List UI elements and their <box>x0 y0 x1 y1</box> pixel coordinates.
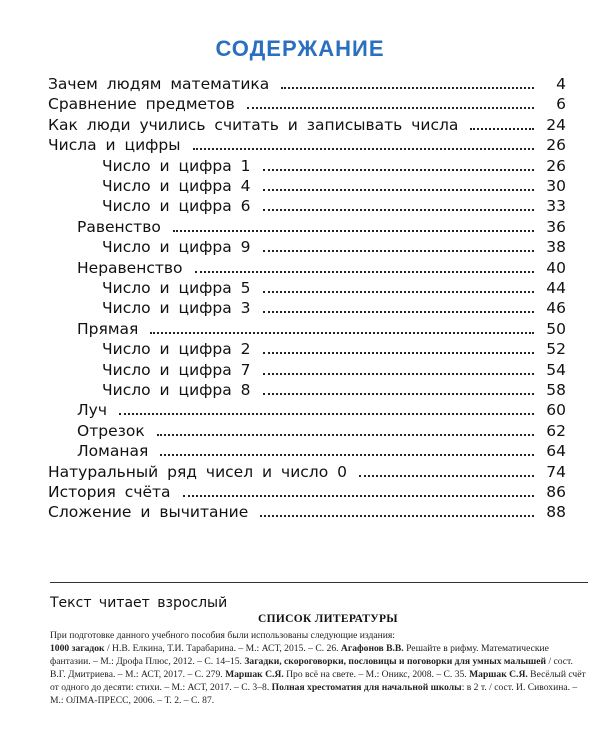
toc-entry-label: Ломаная <box>77 442 149 461</box>
toc-leader-dots <box>263 250 534 252</box>
toc-entry <box>48 500 566 522</box>
toc-entry <box>102 154 566 176</box>
toc-entry-label: Число и цифра 8 <box>102 381 251 399</box>
toc-entry-page: 86 <box>546 483 566 501</box>
toc-entry-page: 44 <box>546 279 566 297</box>
toc-leader-dots <box>263 393 534 395</box>
toc-leader-dots <box>119 413 534 415</box>
toc-leader-dots <box>173 230 534 232</box>
toc-entry-page: 26 <box>546 156 566 175</box>
toc-entry-label: Зачем людям математика <box>48 75 270 93</box>
toc-entry <box>48 72 566 94</box>
toc-entry-page: 60 <box>546 401 566 420</box>
bibliography-entries <box>50 642 590 707</box>
bibliography-intro: При подготовке данного учебного пособия были использованы следующие издания: <box>50 630 395 641</box>
toc-entry-page: 46 <box>546 299 566 318</box>
toc-entry-page: 62 <box>546 421 566 440</box>
toc-entry <box>48 92 566 114</box>
toc-leader-dots <box>160 454 534 456</box>
toc-entry <box>48 480 566 502</box>
toc-entry-label: Число и цифра 6 <box>102 197 251 216</box>
toc-entry <box>48 113 566 135</box>
toc-leader-dots <box>263 189 534 191</box>
toc-entry-page: 24 <box>546 115 566 134</box>
toc-entry-label: Луч <box>77 401 107 420</box>
reader-note: Текст читает взрослый <box>50 595 228 611</box>
book-author: Агафонов В.В. <box>340 643 404 654</box>
toc-entry <box>77 419 566 441</box>
book-details: : в 2 т. / сост. И. Сивохина. – М.: ОЛМА-ПРЕСС, 2006. – Т. 2. – С. 87. <box>50 682 578 706</box>
toc-entry-label: Сравнение предметов <box>48 95 235 114</box>
toc-entry-label: Числа и цифры <box>48 136 181 155</box>
toc-leader-dots <box>183 495 534 497</box>
toc-entry-page: 52 <box>546 340 566 359</box>
toc-entry-page: 30 <box>546 177 566 195</box>
toc-entry <box>48 133 566 155</box>
toc-entry-label: Как люди учились считать и записывать числа <box>48 115 459 134</box>
book-details: / сост. В.Г. Дмитриева. – М.: АСТ, 2017. – С. 279. <box>50 656 573 680</box>
toc-entry-label: Число и цифра 4 <box>102 177 251 195</box>
toc-entry <box>102 337 566 359</box>
toc-entry <box>102 378 566 400</box>
toc-leader-dots <box>263 209 534 211</box>
toc-entry-page: 38 <box>546 238 566 257</box>
book-title: Загадки, скороговорки, пословицы и поговорки для умных малышей <box>244 656 547 667</box>
toc-entry-page: 58 <box>546 381 566 399</box>
toc-entry-page: 36 <box>546 217 566 236</box>
toc-entry <box>102 235 566 257</box>
toc-entry <box>77 256 566 278</box>
toc-entry-label: Число и цифра 1 <box>102 156 251 175</box>
toc-entry <box>102 174 566 196</box>
toc-leader-dots <box>359 475 534 477</box>
toc-entry-label: Сложение и вычитание <box>48 503 249 522</box>
toc-leader-dots <box>470 128 534 130</box>
toc-entry-page: 54 <box>546 360 566 379</box>
toc-entry-page: 88 <box>546 503 566 522</box>
toc-entry <box>102 358 566 380</box>
book-details: / Н.В. Елкина, Т.И. Тарабарина. – М.: АСТ, 2015. – С. 26. <box>104 643 341 654</box>
toc-leader-dots <box>263 169 534 171</box>
book-details: Решайте в рифму. Математические фантазии. – М.: Дрофа Плюс, 2012. – С. 14–15. <box>50 643 549 667</box>
book-author: Маршак С.Я. <box>225 669 284 680</box>
toc-entry-label: История счёта <box>48 483 171 501</box>
book-details: Про всё на свете. – М.: Оникс, 2008. – С. 35. <box>283 669 470 680</box>
toc-entry-label: Равенство <box>77 217 161 236</box>
toc-entry-page: 40 <box>546 258 566 277</box>
toc-leader-dots <box>263 311 534 313</box>
book-details: Весёлый счёт от одного до десяти: стихи. – М.: АСТ, 2017. – С. 3–8. <box>50 669 586 693</box>
toc-entry-page: 6 <box>556 95 566 114</box>
toc-leader-dots <box>260 515 534 517</box>
toc-entry <box>102 296 566 318</box>
page-title: СОДЕРЖАНИЕ <box>215 36 385 61</box>
toc-entry <box>77 215 566 237</box>
toc-entry-page: 33 <box>546 197 566 216</box>
book-author: Маршак С.Я. <box>469 669 528 680</box>
toc-entry-page: 64 <box>546 442 566 461</box>
toc-leader-dots <box>157 434 534 436</box>
toc-entry <box>102 276 566 298</box>
toc-leader-dots <box>281 87 534 89</box>
toc-entry-label: Число и цифра 7 <box>102 360 251 379</box>
toc-entry-label: Натуральный ряд чисел и число 0 <box>48 462 347 481</box>
toc-entry <box>77 317 566 339</box>
book-title: Полная хрестоматия для начальной школы <box>271 682 462 693</box>
toc-entry <box>102 194 566 216</box>
toc-leader-dots <box>150 332 534 334</box>
toc-entry-page: 50 <box>546 319 566 338</box>
toc-entry-label: Отрезок <box>77 421 145 440</box>
bibliography-title: СПИСОК ЛИТЕРАТУРЫ <box>258 613 398 625</box>
toc-entry-page: 74 <box>546 462 566 481</box>
book-title: 1000 загадок <box>50 643 105 654</box>
toc-entry-label: Прямая <box>77 319 139 338</box>
toc-entry <box>77 439 566 461</box>
toc-entry-label: Число и цифра 9 <box>102 238 251 257</box>
toc-entry <box>48 460 566 482</box>
toc-leader-dots <box>193 148 534 150</box>
toc-leader-dots <box>263 291 534 293</box>
toc-entry-label: Неравенство <box>77 258 183 277</box>
toc-leader-dots <box>263 352 534 354</box>
toc-leader-dots <box>263 373 534 375</box>
toc-entry-label: Число и цифра 2 <box>102 340 251 359</box>
divider <box>50 582 588 583</box>
toc-entry-page: 26 <box>546 136 566 155</box>
bibliography <box>50 629 590 707</box>
toc-entry-label: Число и цифра 3 <box>102 299 251 318</box>
toc-entry-label: Число и цифра 5 <box>102 279 251 297</box>
toc-leader-dots <box>195 271 534 273</box>
toc-entry <box>77 398 566 420</box>
toc-entry-page: 4 <box>556 75 566 93</box>
toc-leader-dots <box>247 107 534 109</box>
